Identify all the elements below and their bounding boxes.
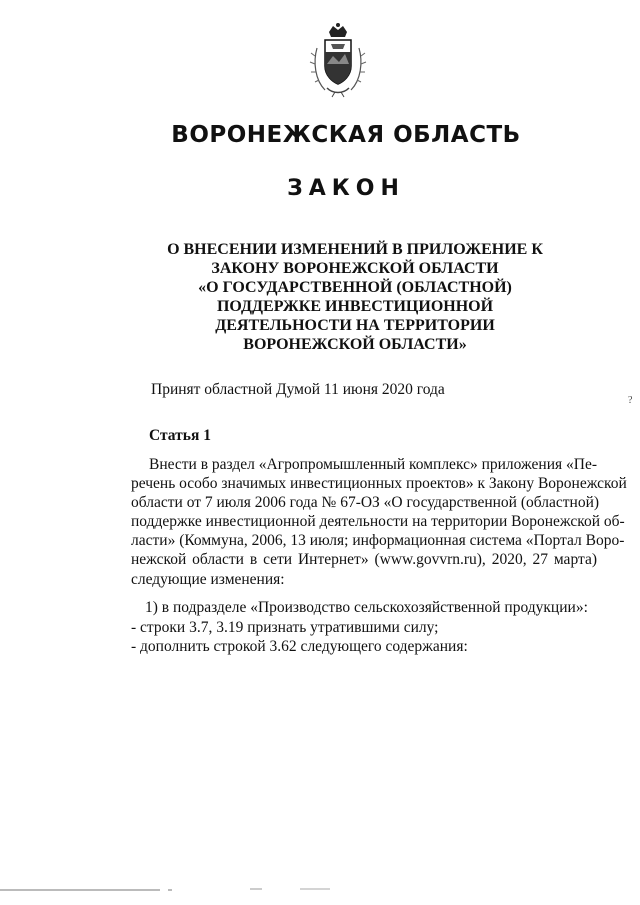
paragraph-line: нежской области в сети Интернет» (www.govvrn.ru), 2020, 27 марта) bbox=[131, 551, 597, 569]
paragraph-line: поддержке инвестиционной деятельности на территории Воронежской об- bbox=[131, 513, 625, 531]
article-heading: Статья 1 bbox=[149, 427, 211, 444]
paragraph-line: области от 7 июля 2006 года № 67-ОЗ «О государственной (областной) bbox=[131, 494, 600, 512]
law-title-line: ВОРОНЕЖСКОЙ ОБЛАСТИ» bbox=[243, 336, 467, 353]
region-heading: ВОРОНЕЖСКАЯ ОБЛАСТЬ bbox=[171, 122, 521, 148]
law-title-line: «О ГОСУДАРСТВЕННОЙ (ОБЛАСТНОЙ) bbox=[198, 279, 512, 296]
amendment-list bbox=[131, 598, 588, 657]
law-title-line: ПОДДЕРЖКЕ ИНВЕСТИЦИОННОЙ bbox=[216, 298, 494, 315]
document-type-heading: ЗАКОН bbox=[287, 176, 405, 201]
law-title-line: ЗАКОНУ ВОРОНЕЖСКОЙ ОБЛАСТИ bbox=[211, 260, 499, 277]
paragraph-line: речень особо значимых инвестиционных проектов» к Закону Воронежской bbox=[131, 475, 627, 493]
adoption-date: Принят областной Думой 11 июня 2020 года bbox=[151, 381, 445, 398]
margin-mark: ? bbox=[628, 395, 633, 406]
scan-edge-line bbox=[0, 880, 640, 900]
paragraph-line: Внести в раздел «Агропромышленный комплекс» приложения «Пе- bbox=[149, 456, 597, 473]
paragraph-line: ласти» (Коммуна, 2006, 13 июля; информационная система «Портал Воро- bbox=[131, 532, 625, 550]
list-item: - строки 3.7, 3.19 признать утратившими силу; bbox=[131, 618, 439, 636]
list-item: 1) в подразделе «Производство сельскохозяйственной продукции»: bbox=[145, 599, 588, 616]
law-title-line: ДЕЯТЕЛЬНОСТИ НА ТЕРРИТОРИИ bbox=[215, 317, 495, 334]
article-paragraph bbox=[131, 455, 627, 589]
paragraph-line: следующие изменения: bbox=[131, 570, 285, 588]
list-item: - дополнить строкой 3.62 следующего содержания: bbox=[131, 638, 468, 655]
voronezh-coat-of-arms-icon bbox=[303, 22, 373, 98]
law-title-line: О ВНЕСЕНИИ ИЗМЕНЕНИЙ В ПРИЛОЖЕНИЕ К bbox=[167, 241, 543, 258]
law-title bbox=[120, 240, 590, 354]
